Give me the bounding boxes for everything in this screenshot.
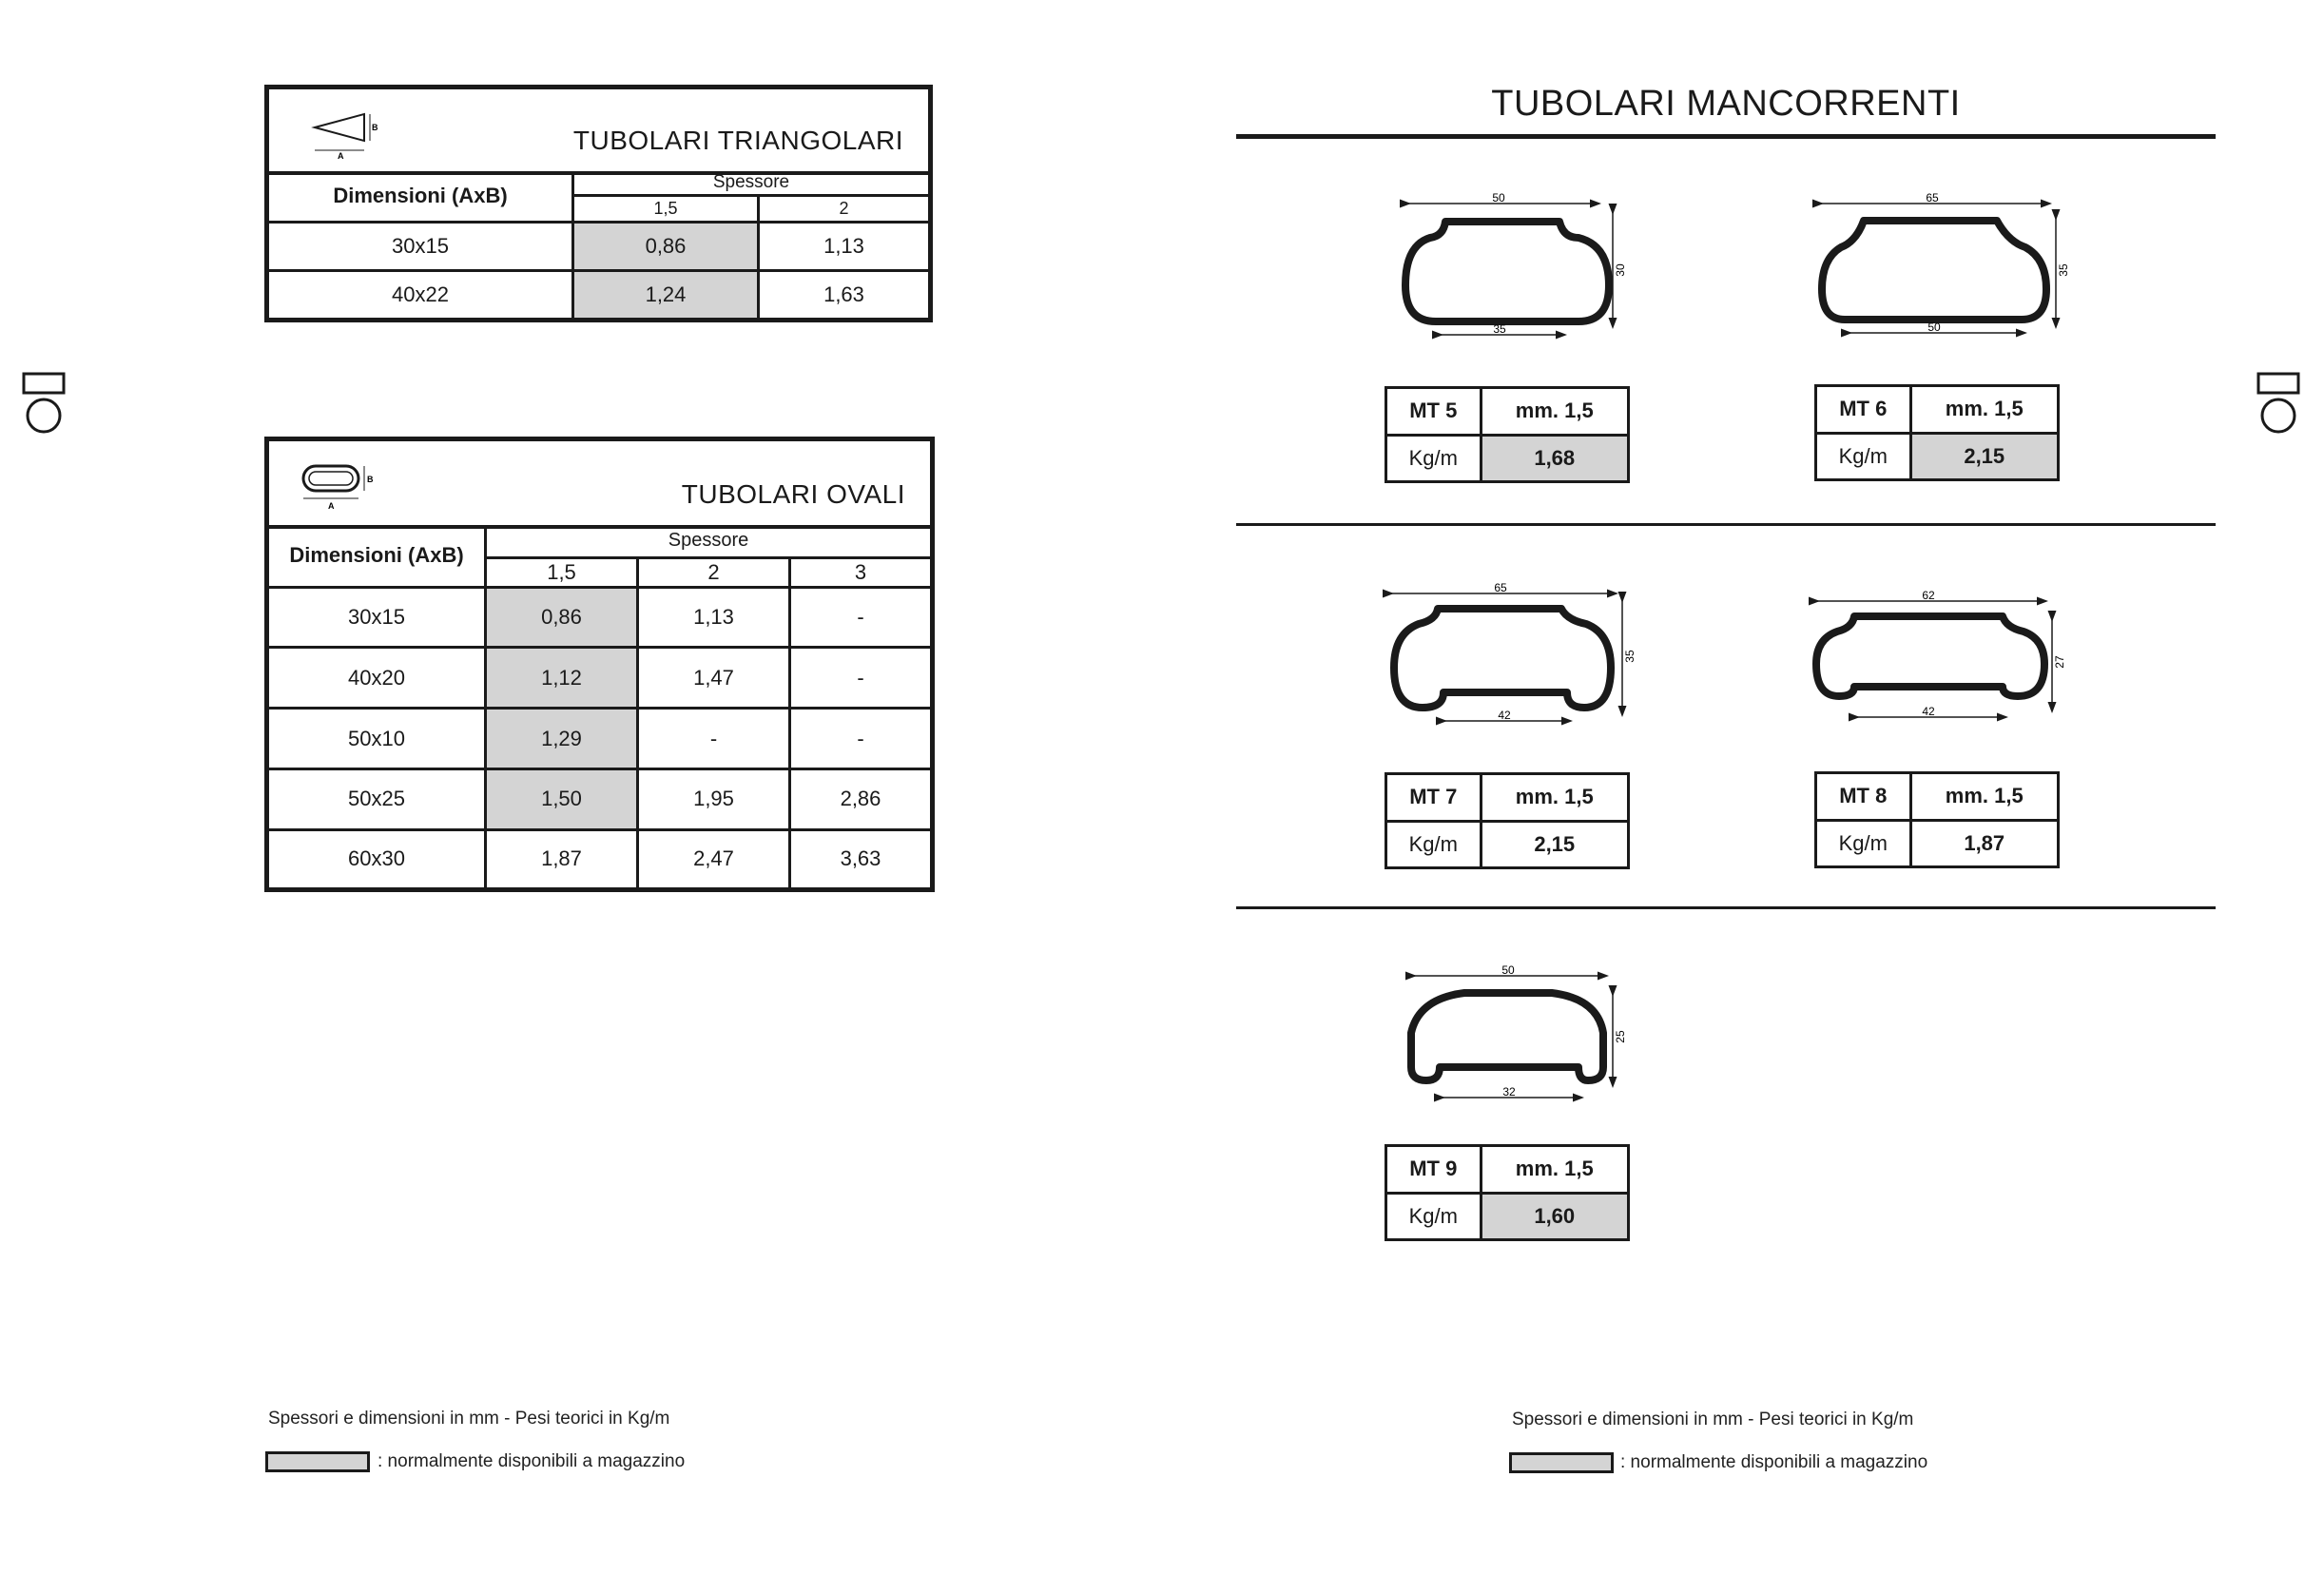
value-cell: 1,95	[638, 768, 790, 829]
availability-legend: : normalmente disponibili a magazzino	[1620, 1452, 1928, 1472]
table-row	[269, 829, 930, 887]
value-cell: 1,24	[573, 271, 759, 318]
value-cell: 1,13	[638, 587, 790, 648]
spessore-label: Spessore	[573, 171, 929, 196]
profile-code: MT 9	[1386, 1146, 1482, 1194]
triangular-title: TUBOLARI TRIANGOLARI	[572, 126, 903, 155]
profile-thickness: mm. 1,5	[1481, 1146, 1629, 1194]
triangular-table	[264, 85, 933, 322]
profile-thickness: mm. 1,5	[1481, 774, 1629, 822]
svg-text:A: A	[328, 501, 335, 511]
oval-header	[269, 441, 930, 529]
value-cell: 1,63	[759, 271, 929, 318]
svg-text:50: 50	[1927, 321, 1941, 334]
svg-text:35: 35	[1493, 322, 1506, 336]
weight-unit: Kg/m	[1386, 435, 1482, 482]
mt5-profile-drawing	[1388, 190, 1636, 352]
svg-text:B: B	[367, 475, 374, 484]
svg-text:65: 65	[1926, 191, 1939, 204]
svg-text:35: 35	[1623, 650, 1636, 663]
dim-cell: 30x15	[269, 587, 486, 648]
weight-unit: Kg/m	[1816, 820, 1911, 867]
triangle-profile-icon	[311, 107, 378, 160]
triangular-header	[269, 89, 928, 175]
section-divider	[1236, 906, 2216, 909]
value-cell: 1,29	[486, 709, 638, 769]
mt7-profile-drawing	[1381, 580, 1647, 742]
svg-text:32: 32	[1502, 1085, 1516, 1099]
thickness-header: 3	[790, 557, 931, 587]
mt9-spec-table	[1385, 1144, 1630, 1241]
table-row	[269, 271, 928, 318]
thickness-header: 2	[638, 557, 790, 587]
svg-text:A: A	[338, 151, 344, 160]
value-cell: -	[790, 648, 931, 709]
value-cell: 3,63	[790, 829, 931, 887]
profile-thickness: mm. 1,5	[1910, 773, 2059, 821]
svg-text:27: 27	[2053, 655, 2066, 669]
svg-text:30: 30	[1614, 263, 1627, 277]
profile-code: MT 6	[1816, 386, 1911, 434]
profile-code: MT 8	[1816, 773, 1911, 821]
dim-cell: 40x20	[269, 648, 486, 709]
value-cell: 0,86	[486, 587, 638, 648]
mt7-spec-table	[1385, 772, 1630, 869]
mt6-profile-drawing	[1807, 190, 2073, 352]
dim-cell: 60x30	[269, 829, 486, 887]
profile-weight: 1,60	[1481, 1193, 1629, 1240]
value-cell: 1,12	[486, 648, 638, 709]
thickness-header: 2	[759, 196, 929, 223]
profile-code: MT 5	[1386, 388, 1482, 436]
svg-text:25: 25	[1614, 1030, 1627, 1043]
mt8-spec-table	[1814, 771, 2060, 868]
weight-unit: Kg/m	[1386, 1193, 1482, 1240]
availability-legend: : normalmente disponibili a magazzino	[378, 1451, 686, 1471]
profile-weight: 1,68	[1481, 435, 1629, 482]
table-row	[269, 768, 930, 829]
value-cell: -	[638, 709, 790, 769]
svg-text:62: 62	[1922, 590, 1935, 602]
value-cell: 2,86	[790, 768, 931, 829]
value-cell: 1,87	[486, 829, 638, 887]
section-marker-icon	[21, 371, 68, 438]
svg-text:50: 50	[1492, 191, 1505, 204]
value-cell: 2,47	[638, 829, 790, 887]
section-marker-icon	[2256, 371, 2303, 438]
thickness-header: 1,5	[573, 196, 759, 223]
profile-thickness: mm. 1,5	[1910, 386, 2059, 434]
mt5-spec-table	[1385, 386, 1630, 483]
value-cell: 1,47	[638, 648, 790, 709]
availability-swatch	[265, 1451, 370, 1472]
weight-unit: Kg/m	[1816, 433, 1911, 480]
svg-text:35: 35	[2057, 263, 2070, 277]
value-cell: 0,86	[573, 223, 759, 271]
profile-thickness: mm. 1,5	[1481, 388, 1629, 436]
title-rule	[1236, 134, 2216, 139]
units-note: Spessori e dimensioni in mm - Pesi teorici in Kg/m	[268, 1409, 670, 1429]
value-cell: 1,50	[486, 768, 638, 829]
dim-cell: 40x22	[269, 271, 573, 318]
page-title: TUBOLARI MANCORRENTI	[1491, 84, 1961, 124]
table-row	[269, 709, 930, 769]
units-note: Spessori e dimensioni in mm - Pesi teorici in Kg/m	[1512, 1410, 1914, 1429]
svg-text:42: 42	[1922, 705, 1935, 718]
table-row	[269, 223, 928, 271]
profile-weight: 1,87	[1910, 820, 2059, 867]
oval-title: TUBOLARI OVALI	[681, 479, 905, 509]
dim-cell: 30x15	[269, 223, 573, 271]
dim-header: Dimensioni (AxB)	[269, 171, 573, 223]
mt8-profile-drawing	[1807, 590, 2073, 732]
profile-code: MT 7	[1386, 774, 1482, 822]
availability-swatch	[1509, 1452, 1614, 1473]
svg-text:50: 50	[1501, 963, 1515, 977]
thickness-header: 1,5	[486, 557, 638, 587]
dim-cell: 50x10	[269, 709, 486, 769]
value-cell: 1,13	[759, 223, 929, 271]
mt9-profile-drawing	[1398, 961, 1645, 1113]
weight-unit: Kg/m	[1386, 821, 1482, 868]
dim-header: Dimensioni (AxB)	[269, 525, 486, 587]
value-cell: -	[790, 587, 931, 648]
oval-profile-icon	[298, 457, 383, 514]
spessore-label: Spessore	[486, 525, 931, 557]
profile-weight: 2,15	[1910, 433, 2059, 480]
svg-text:B: B	[372, 123, 378, 132]
dim-cell: 50x25	[269, 768, 486, 829]
table-row	[269, 587, 930, 648]
section-divider	[1236, 523, 2216, 526]
profile-weight: 2,15	[1481, 821, 1629, 868]
table-row	[269, 648, 930, 709]
value-cell: -	[790, 709, 931, 769]
mt6-spec-table	[1814, 384, 2060, 481]
oval-table	[264, 437, 935, 892]
svg-text:42: 42	[1498, 709, 1511, 722]
svg-text:65: 65	[1494, 581, 1507, 594]
